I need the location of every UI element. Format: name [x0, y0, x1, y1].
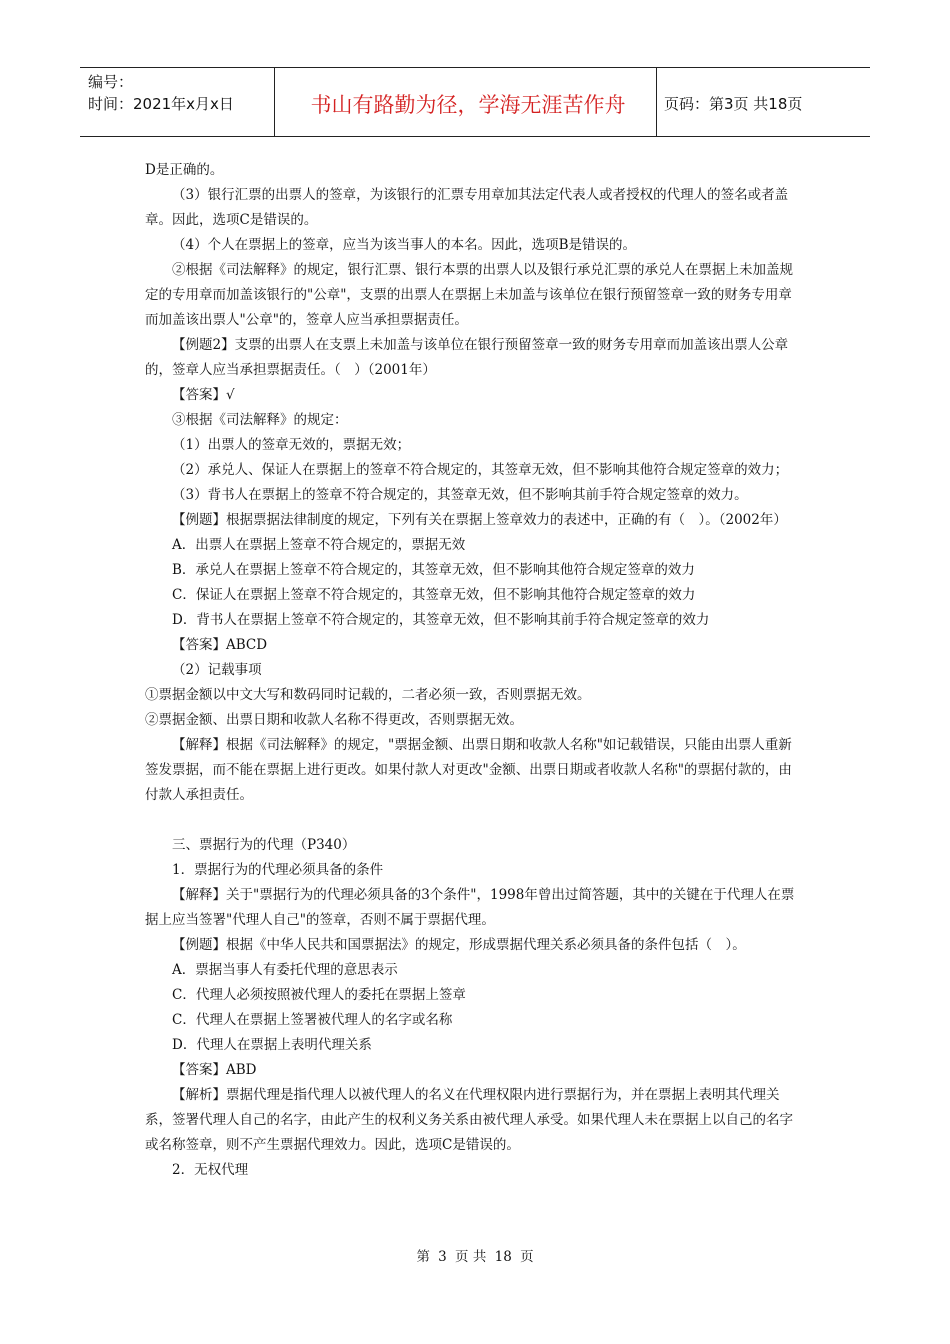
- header-top-rule: [80, 67, 870, 68]
- option-item: C．代理人必须按照被代理人的委托在票据上签章: [172, 987, 466, 1003]
- paragraph: D是正确的。: [145, 162, 224, 178]
- paragraph: 【解释】根据《司法解释》的规定，"票据金额、出票日期和收款人名称"如记载错误，只能由出票人重新签发票据，而不能在票据上进行更改。如果付款人对更改"金额、出票日期或者收款人名称"的票据付款的，由付款人承担责任。: [145, 737, 792, 803]
- header-divider-right: [656, 67, 657, 137]
- section-heading: 三、票据行为的代理（P340）: [172, 837, 356, 853]
- paragraph: （2）承兑人、保证人在票据上的签章不符合规定的，其签章无效，但不影响其他符合规定签章的效力；: [172, 462, 789, 478]
- footer-suffix: 页: [520, 1249, 534, 1265]
- paragraph: ①票据金额以中文大写和数码同时记载的，二者必须一致，否则票据无效。: [145, 687, 591, 703]
- subsection-heading: 2．无权代理: [172, 1162, 249, 1178]
- paragraph: （3）银行汇票的出票人的签章，为该银行的汇票专用章加其法定代表人或者授权的代理人的签名或者盖章。因此，选项C是错误的。: [145, 187, 789, 228]
- paragraph: ②票据金额、出票日期和收款人名称不得更改，否则票据无效。: [145, 712, 523, 728]
- footer-prefix: 第: [416, 1249, 430, 1265]
- page-header: [80, 67, 870, 137]
- paragraph: ②根据《司法解释》的规定，银行汇票、银行本票的出票人以及银行承兑汇票的承兑人在票据上未加盖规定的专用章而加盖该银行的"公章"，支票的出票人在票据上未加盖与该单位在银行预留签章一致的财务专用章而加盖该出票人"公章"的，签章人应当承担票据责任。: [145, 262, 793, 328]
- paragraph: 【例题2】支票的出票人在支票上未加盖与该单位在银行预留签章一致的财务专用章而加盖该出票人公章的，签章人应当承担票据责任。（ ）（2001年）: [145, 337, 789, 378]
- header-bottom-rule: [80, 136, 870, 137]
- option-item: C．代理人在票据上签署被代理人的名字或名称: [172, 1012, 453, 1028]
- paragraph: （4）个人在票据上的签章，应当为该当事人的本名。因此，选项B是错误的。: [172, 237, 637, 253]
- document-number-label: 编号：: [88, 73, 134, 91]
- document-body: [145, 158, 805, 1183]
- paragraph-gap: [145, 808, 805, 833]
- header-motto: 书山有路勤为径，学海无涯苦作舟: [310, 93, 626, 117]
- option-item: A．票据当事人有委托代理的意思表示: [172, 962, 398, 978]
- header-divider-left: [274, 67, 275, 137]
- option-item: C．保证人在票据上签章不符合规定的，其签章无效，但不影响其他符合规定签章的效力: [172, 587, 696, 603]
- header-page-label: 页码：第3页 共18页: [664, 95, 803, 113]
- option-item: B．承兑人在票据上签章不符合规定的，其签章无效，但不影响其他符合规定签章的效力: [172, 562, 695, 578]
- option-item: D．背书人在票据上签章不符合规定的，其签章无效，但不影响其前手符合规定签章的效力: [172, 612, 710, 628]
- page-footer: [0, 1245, 950, 1265]
- paragraph: （3）背书人在票据上的签章不符合规定的，其签章无效，但不影响其前手符合规定签章的效力。: [172, 487, 748, 503]
- answer-line: 【答案】ABD: [172, 1062, 257, 1078]
- option-item: A．出票人在票据上签章不符合规定的，票据无效: [172, 537, 466, 553]
- paragraph: （2）记载事项: [172, 662, 262, 678]
- paragraph: 【例题】根据票据法律制度的规定，下列有关在票据上签章效力的表述中，正确的有（ ）。（2002年）: [172, 512, 787, 528]
- footer-page-number: 3: [438, 1249, 447, 1265]
- option-item: D．代理人在票据上表明代理关系: [172, 1037, 372, 1053]
- footer-total-pages: 18: [494, 1249, 512, 1265]
- document-date-label: 时间：2021年x月x日: [88, 95, 234, 113]
- footer-mid: 页 共: [455, 1249, 487, 1265]
- paragraph: 【解析】票据代理是指代理人以被代理人的名义在代理权限内进行票据行为，并在票据上表明其代理关系，签署代理人自己的名字，由此产生的权利义务关系由被代理人承受。如果代理人未在票据上以自己的名字或名称签章，则不产生票据代理效力。因此，选项C是错误的。: [145, 1087, 793, 1153]
- header-meta: [88, 71, 234, 115]
- paragraph: 【例题】根据《中华人民共和国票据法》的规定，形成票据代理关系必须具备的条件包括（ ）。: [172, 937, 746, 953]
- answer-line: 【答案】ABCD: [172, 637, 268, 653]
- subsection-heading: 1．票据行为的代理必须具备的条件: [172, 862, 384, 878]
- paragraph: 【解释】关于"票据行为的代理必须具备的3个条件"，1998年曾出过简答题，其中的关键在于代理人在票据上应当签署"代理人自己"的签章，否则不属于票据代理。: [145, 887, 795, 928]
- paragraph: ③根据《司法解释》的规定：: [172, 412, 348, 428]
- paragraph: （1）出票人的签章无效的，票据无效；: [172, 437, 411, 453]
- paragraph: 【答案】√: [172, 387, 235, 403]
